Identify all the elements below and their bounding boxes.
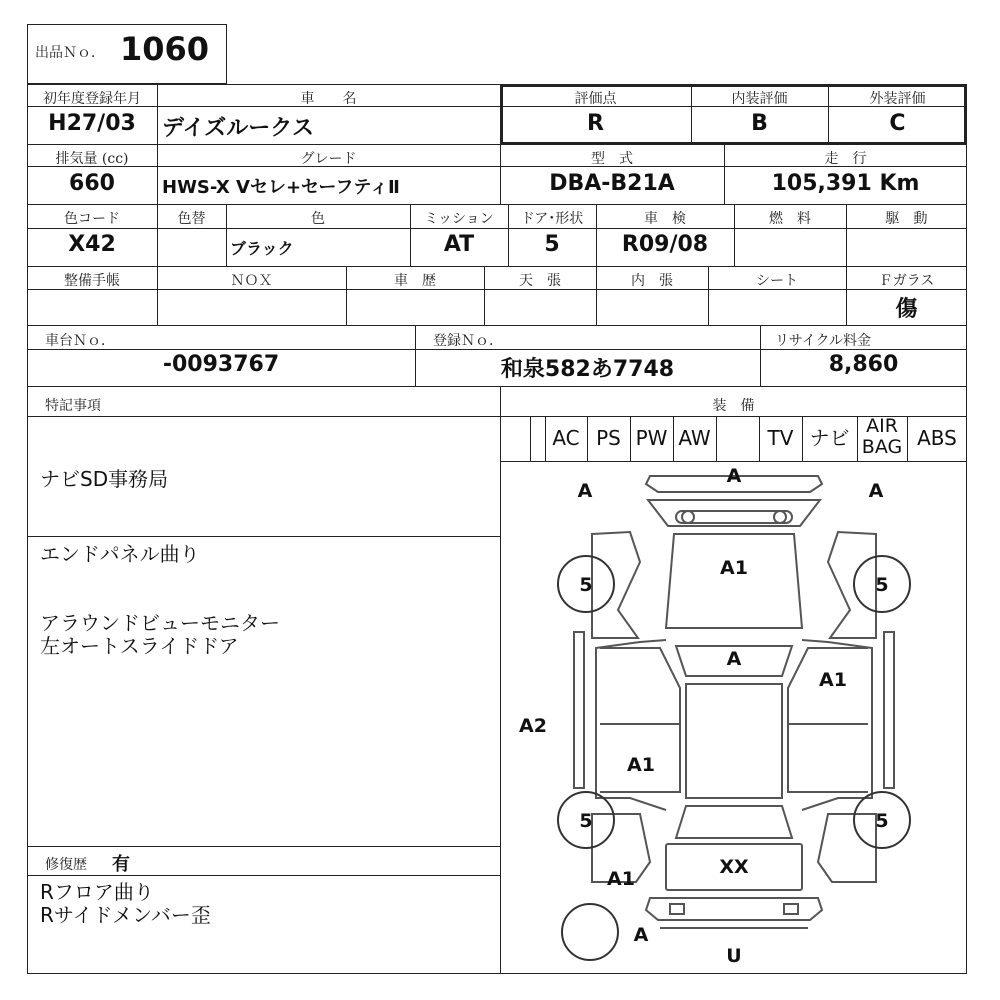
front-emblem-right xyxy=(774,511,786,523)
fglass-value: 傷 xyxy=(895,297,918,322)
mark-tire-rr: 5 xyxy=(875,810,889,832)
note-line-2: エンドパネル曲り xyxy=(40,542,200,566)
model-label: 型 式 xyxy=(591,151,633,167)
inspection-value: R09/08 xyxy=(621,232,709,257)
seat-label: シート xyxy=(756,273,798,289)
first-reg-value: H27/03 xyxy=(48,111,136,136)
mileage-value: 105,391 Km xyxy=(771,171,920,196)
mark-rear-panel: XX xyxy=(719,856,749,878)
color-label: 色 xyxy=(311,211,325,227)
note-line-4: 左オートスライドドア xyxy=(40,634,239,658)
mark-front-bumper: A xyxy=(726,465,742,487)
divider xyxy=(716,416,717,461)
score-label: 評価点 xyxy=(574,91,617,107)
equipment-item-ac: AC xyxy=(552,426,580,450)
divider xyxy=(857,416,858,461)
lot-number: 1060 xyxy=(120,30,210,68)
exterior-value: C xyxy=(889,111,906,136)
model-value: DBA-B21A xyxy=(549,171,675,196)
right-rear-quarter xyxy=(818,814,876,882)
displacement-label: 排気量 (cc) xyxy=(55,151,129,167)
equipment-item-navi: ナビ xyxy=(809,426,850,450)
mark-right-front-door: A1 xyxy=(819,669,847,691)
divider xyxy=(27,204,967,205)
doors-label: ドア･形状 xyxy=(520,211,584,227)
interior-trim-label: 内 張 xyxy=(631,273,673,289)
history-label: 車 歴 xyxy=(394,273,436,289)
equipment-label: 装 備 xyxy=(712,398,755,414)
car-name-value: デイズルークス xyxy=(162,116,315,141)
mark-rear-bumper-left: A xyxy=(633,924,649,946)
mark-front-right-corner: A xyxy=(868,480,884,502)
lot-label: 出品Ｎｏ． xyxy=(35,45,105,61)
plate-label: 登録Ｎｏ． xyxy=(433,333,503,349)
mark-front-left-corner: A xyxy=(577,480,593,502)
maintenance-label: 整備手帳 xyxy=(64,273,120,289)
notes-label: 特記事項 xyxy=(45,398,101,414)
right-side-panel xyxy=(884,632,894,788)
car-damage-diagram xyxy=(500,462,967,974)
car-name-label: 車 名 xyxy=(300,91,357,107)
inspection-label: 車 検 xyxy=(644,211,686,227)
mark-tire-rl: 5 xyxy=(579,810,593,832)
rear-lamp-right xyxy=(784,904,798,914)
divider xyxy=(27,386,967,387)
interior-value: B xyxy=(751,111,768,136)
spare-tire xyxy=(562,904,618,960)
mark-rear-bumper: U xyxy=(726,945,742,967)
exterior-label: 外装評価 xyxy=(869,91,926,107)
rear-lamp-left xyxy=(670,904,684,914)
hood-outline xyxy=(666,534,802,628)
equipment-item-abs: ABS xyxy=(917,426,957,450)
color-code-label: 色コード xyxy=(64,211,120,227)
repair-line-2: Rサイドメンバー歪 xyxy=(40,903,211,927)
mission-value: AT xyxy=(443,232,475,257)
recycle-label: リサイクル料金 xyxy=(775,333,872,349)
mark-left-rear-door: A1 xyxy=(627,754,655,776)
mission-label: ミッション xyxy=(424,211,494,227)
left-side-panel xyxy=(574,632,584,788)
mark-left-side: A2 xyxy=(519,715,547,737)
fuel-label: 燃 料 xyxy=(769,211,811,227)
note-line-3: アラウンドビューモニター xyxy=(40,611,280,635)
front-emblem xyxy=(682,511,694,523)
divider xyxy=(27,846,500,847)
fglass-label: Ｆガラス xyxy=(878,273,935,289)
grade-label: グレード xyxy=(300,151,357,167)
equipment-item-tv: TV xyxy=(767,426,794,450)
interior-label: 内装評価 xyxy=(731,91,788,107)
score-value: R xyxy=(587,111,604,136)
color-code-value: X42 xyxy=(68,232,116,257)
displacement-value: 660 xyxy=(69,171,115,196)
mark-rear-left: A1 xyxy=(607,868,635,890)
rear-window-outline xyxy=(676,806,792,838)
roof-outline xyxy=(686,684,782,798)
divider xyxy=(27,536,500,537)
equipment-item-airbag: AIR BAG xyxy=(861,415,903,458)
divider xyxy=(27,228,967,229)
recycle-value: 8,860 xyxy=(828,352,899,377)
equipment-item-aw: AW xyxy=(678,426,711,450)
ceiling-label: 天 張 xyxy=(519,273,561,289)
repaint-label: 色替 xyxy=(177,211,206,227)
note-line-1: ナビSD事務局 xyxy=(40,467,169,491)
right-front-wing xyxy=(828,532,876,638)
chassis-label: 車台Ｎｏ． xyxy=(45,333,115,349)
divider xyxy=(27,325,967,326)
chassis-value: -0093767 xyxy=(162,352,280,377)
color-value: ブラック xyxy=(230,239,294,258)
grade-value: HWS-X Vセレ+セーフティⅡ xyxy=(162,177,400,198)
drive-label: 駆 動 xyxy=(885,211,928,227)
repair-line-1: Rフロア曲り xyxy=(40,880,154,904)
nox-label: ＮＯＸ xyxy=(230,273,273,289)
first-reg-label: 初年度登録年月 xyxy=(43,91,141,107)
rear-bumper-outline xyxy=(646,898,822,920)
mark-tire-fr: 5 xyxy=(875,574,889,596)
equipment-item-pw: PW xyxy=(635,426,668,450)
repair-label: 修復歴 xyxy=(45,857,87,873)
mileage-label: 走 行 xyxy=(824,151,867,167)
repair-value: 有 xyxy=(112,854,130,875)
equipment-item-ps: PS xyxy=(596,426,621,450)
mark-tire-fl: 5 xyxy=(579,574,593,596)
mark-roof: A xyxy=(726,648,742,670)
divider xyxy=(27,416,967,417)
left-front-wing xyxy=(592,532,640,638)
mark-hood: A1 xyxy=(720,557,748,579)
plate-value: 和泉582あ7748 xyxy=(500,357,675,382)
divider xyxy=(530,416,531,461)
doors-value: 5 xyxy=(544,232,560,257)
divider xyxy=(27,266,967,267)
